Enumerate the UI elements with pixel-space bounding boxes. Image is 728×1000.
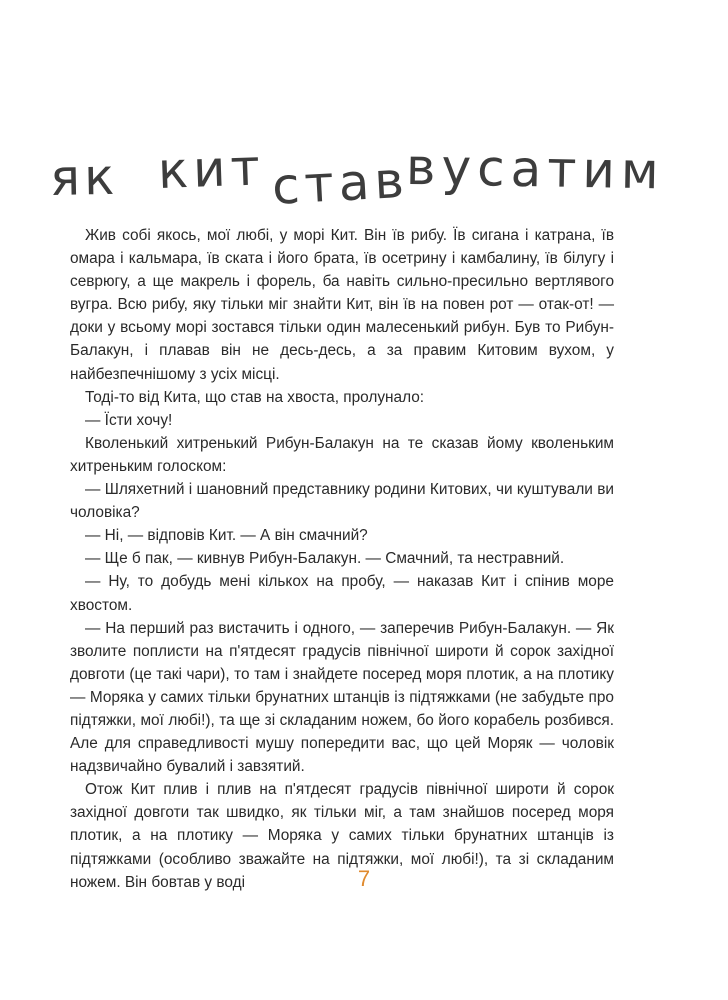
chapter-title xyxy=(46,128,666,218)
paragraph: — Ще б пак, — кивнув Рибун-Балакун. — Смачний, та нестравний. xyxy=(85,550,565,568)
paragraph: — Їсти хочу! xyxy=(85,411,173,429)
title-word-1: як xyxy=(49,147,119,207)
title-word-3: став xyxy=(270,150,411,216)
paragraph: Отож Кит плив і плив на п'ятдесят градусів північної широти й сорок західної довготи так швидко, як тільки міг, а там знайшов посеред моря плотик, а на плотику — Моряка у самих тільки брунатних штанців із підтяжками (особливо зважайте на підтяжки, мої любі!), та зі складаним ножем. Він бовтав у воді xyxy=(70,781,614,891)
page-number: 7 xyxy=(357,866,371,891)
paragraph: — На перший раз вистачить і одного, — заперечив Рибун-Балакун. — Як зволите поплисти на п'ятдесят градусів північної широти й сорок західної довготи (це такі чари), то там і знайдете посеред моря плотик, а на плотику — Моряка у самих тільки брунатних штанців із підтяжками (не забудьте про підтяжки, мої любі!), та ще зі складаним ножем, бо його корабель розбився. Але для справедливості мушу попередити вас, що цей Моряк — чоловік надзвичайно бувалий і завзятий. xyxy=(70,619,614,776)
paragraph: Жив собі якось, мої любі, у морі Кит. Він їв рибу. Їв сигана і катрана, їв омара і кальмара, їв ската і його брата, їв осетрину і камбалину, їв білугу і севрюгу, а ще макрель і форель, ба навіть сильно-пресильно вертлявого вугра. Всю рибу, яку тільки міг знайти Кит, він їв на повен рот — отак-от! — доки у всьому морі зостався тільки один малесенький рибун. Був то Рибун-Балакун, і плавав він не десь-десь, а за правим Китовим вухом, у найбезпечнішому з усіх місці. xyxy=(70,227,614,383)
paragraph: Тоді-то від Кита, що став на хвоста, пролунало: xyxy=(85,388,425,406)
title-word-4: вусатим xyxy=(405,137,666,201)
paragraph: — Ні, — відповів Кит. — А він смачний? xyxy=(85,527,368,545)
paragraph: Кволенький хитренький Рибун-Балакун на те сказав йому кволеньким хитреньким голоском: xyxy=(70,434,614,475)
story-text xyxy=(70,224,614,894)
title-word-2: кит xyxy=(156,138,266,201)
paragraph: — Шляхетний і шановний представнику родини Китових, чи куштували ви чоловіка? xyxy=(70,481,614,522)
paragraph: — Ну, то добудь мені кількох на пробу, — наказав Кит і спінив море хвостом. xyxy=(70,573,614,614)
